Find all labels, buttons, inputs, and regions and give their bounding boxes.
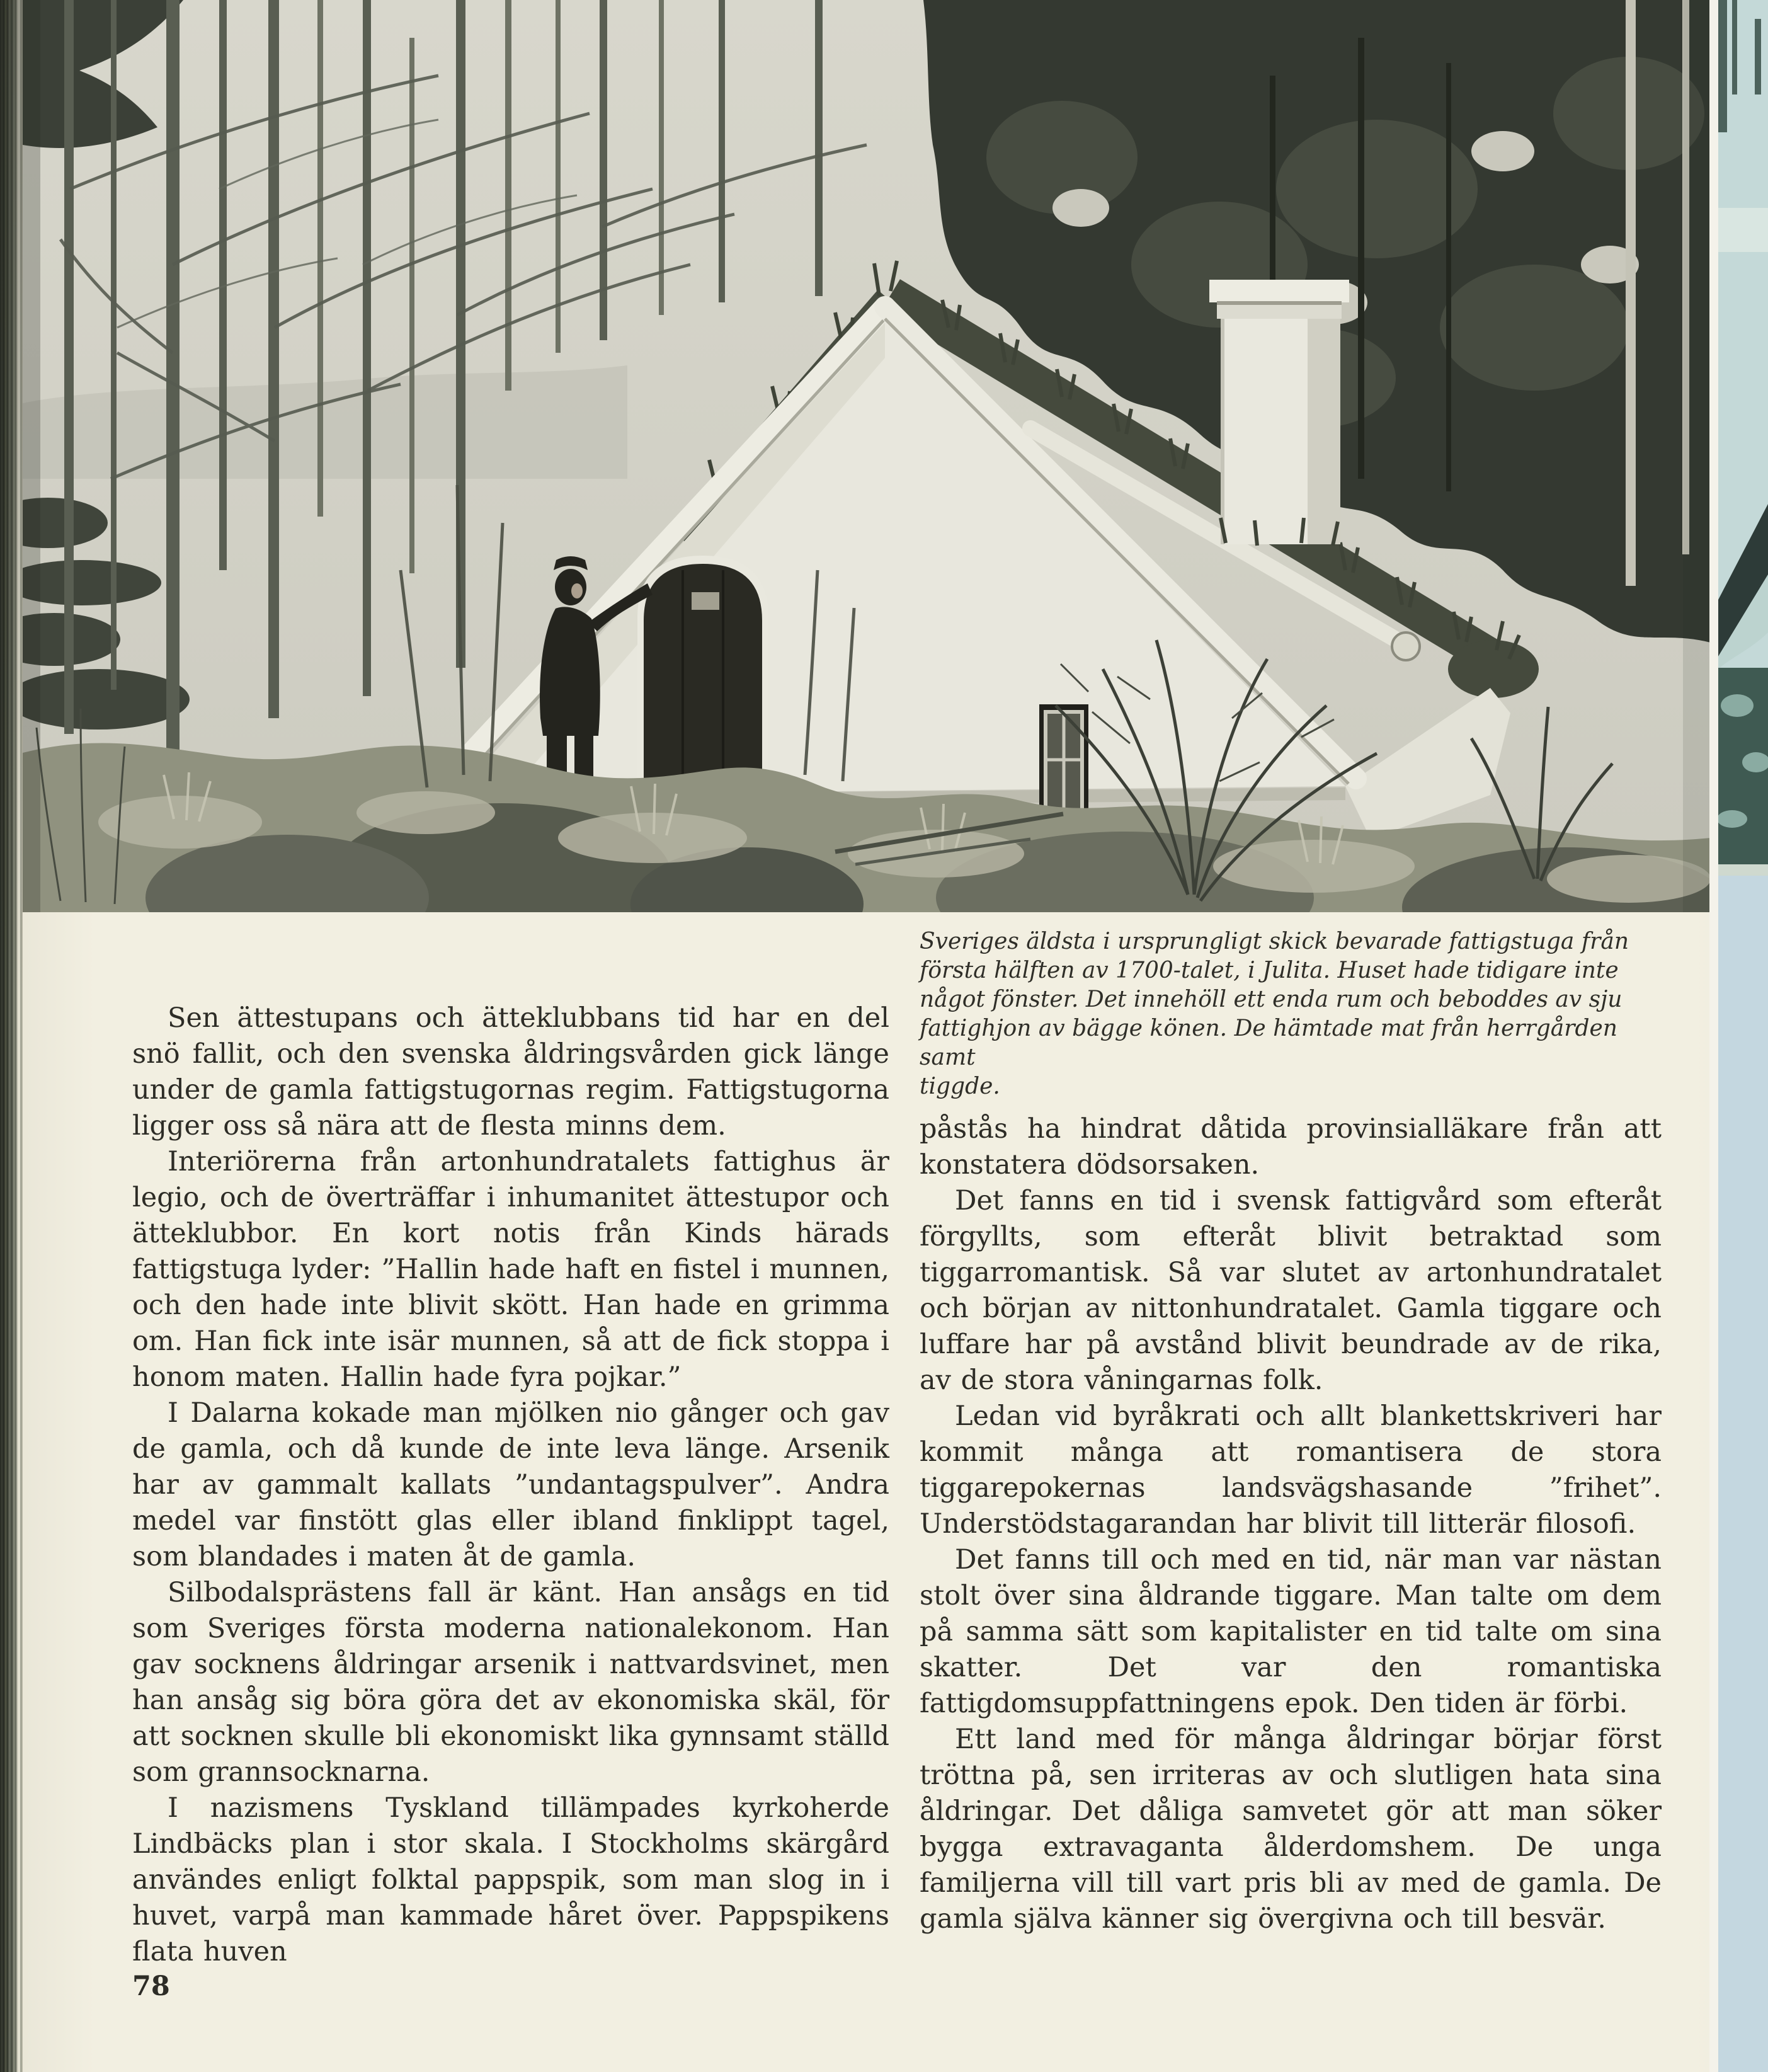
paragraph: I nazismens Tyskland tillämpades kyrkoherde Lindbäcks plan i stor skala. I Stockholms skärgård användes enligt folktal pappspik, som man slog in i huvet, varpå man kammade håret över. Pappspikens flata huven [132,1792,889,1967]
paragraph: Silbodalsprästens fall är känt. Han ansågs en tid som Sveriges första moderna nationalekonom. Han gav socknens åldringar arsenik i nattvardsvinet, men han ansåg sig böra göra det av ekonomiska skäl, för att socknen skulle bli ekonomiskt lika gynnsamt ställd som grannsocknarna. [132,1577,889,1788]
paragraph: Ledan vid byråkrati och allt blankettskriveri har kommit många att romantisera de stora tiggarepokernas landsvägshasande ”frihet”. Understödstagarandan har blivit till litterär filosofi. [920,1400,1662,1540]
photo-fattigstuga [23,0,1711,912]
paragraph: Ett land med för många åldringar börjar först tröttna på, sen irriteras av och slutligen hata sina åldringar. Det dåliga samvetet gör att man söker bygga extravaganta ålderdomshem. De unga familjerna vill till vart pris bli av med de gamla. De gamla själva känner sig övergivna och till besvär. [920,1724,1662,1935]
paragraph: påstås ha hindrat dåtida provinsialläkare från att konstatera dödsorsaken. [920,1113,1662,1181]
next-page-photo-sliver [1718,0,1768,876]
page-number: 78 [132,1971,170,2002]
book-spine-gutter [0,0,23,2072]
paragraph: Sen ättestupans och ätteklubbans tid har en del snö fallit, och den svenska åldringsvården gick länge under de gamla fattigstugornas regim. Fattigstugorna ligger oss så nära att de flesta minns dem. [132,1002,889,1142]
photo-caption [920,927,1672,1101]
text-column-right [920,1111,1662,1937]
caption-line: Sveriges äldsta i ursprungligt skick bevarade fattigstuga från [920,929,1629,954]
page-edge-highlight [1709,0,1718,2072]
paragraph: Interiörerna från artonhundratalets fattighus är legio, och de överträffar i inhumanitet ättestupor och ätteklubbor. En kort notis från Kinds härads fattigstuga lyder: ”Hallin hade haft en fistel i munnen, och den hade inte blivit skött. Han hade en grimma om. Han fick inte isär munnen, så att de fick stoppa i honom maten. Hallin hade fyra pojkar.” [132,1146,889,1393]
paragraph: I Dalarna kokade man mjölken nio gånger och gav de gamla, och då kunde de inte leva länge. Arsenik har av gammalt kallats ”undantagspulver”. Andra medel var finstött glas eller ibland finklippt tagel, som blandades i maten åt de gamla. [132,1397,889,1572]
caption-line: fattighjon av bägge könen. De hämtade mat från herrgården samt [920,1016,1617,1070]
paragraph: Det fanns till och med en tid, när man var nästan stolt över sina åldrande tiggare. Man talte om dem på samma sätt som kapitalister en tid talte om sina skatter. Det var den romantiska fattigdomsuppfattningens epok. Den tiden är förbi. [920,1544,1662,1719]
caption-line: tiggde. [920,1073,1000,1099]
caption-line: första hälften av 1700-talet, i Julita. Huset hade tidigare inte [920,958,1619,983]
text-column-left [132,1000,889,1970]
next-page-blue-edge [1718,876,1768,2072]
caption-line: något fönster. Det innehöll ett enda rum och beboddes av sju [920,987,1623,1012]
paragraph: Det fanns en tid i svensk fattigvård som efteråt förgyllts, som efteråt blivit betraktad som tiggarromantisk. Så var slutet av artonhundratalet och början av nittonhundratalet. Gamla tiggare och luffare har på avstånd blivit beundrade av de rika, av de stora våningarnas folk. [920,1185,1662,1396]
